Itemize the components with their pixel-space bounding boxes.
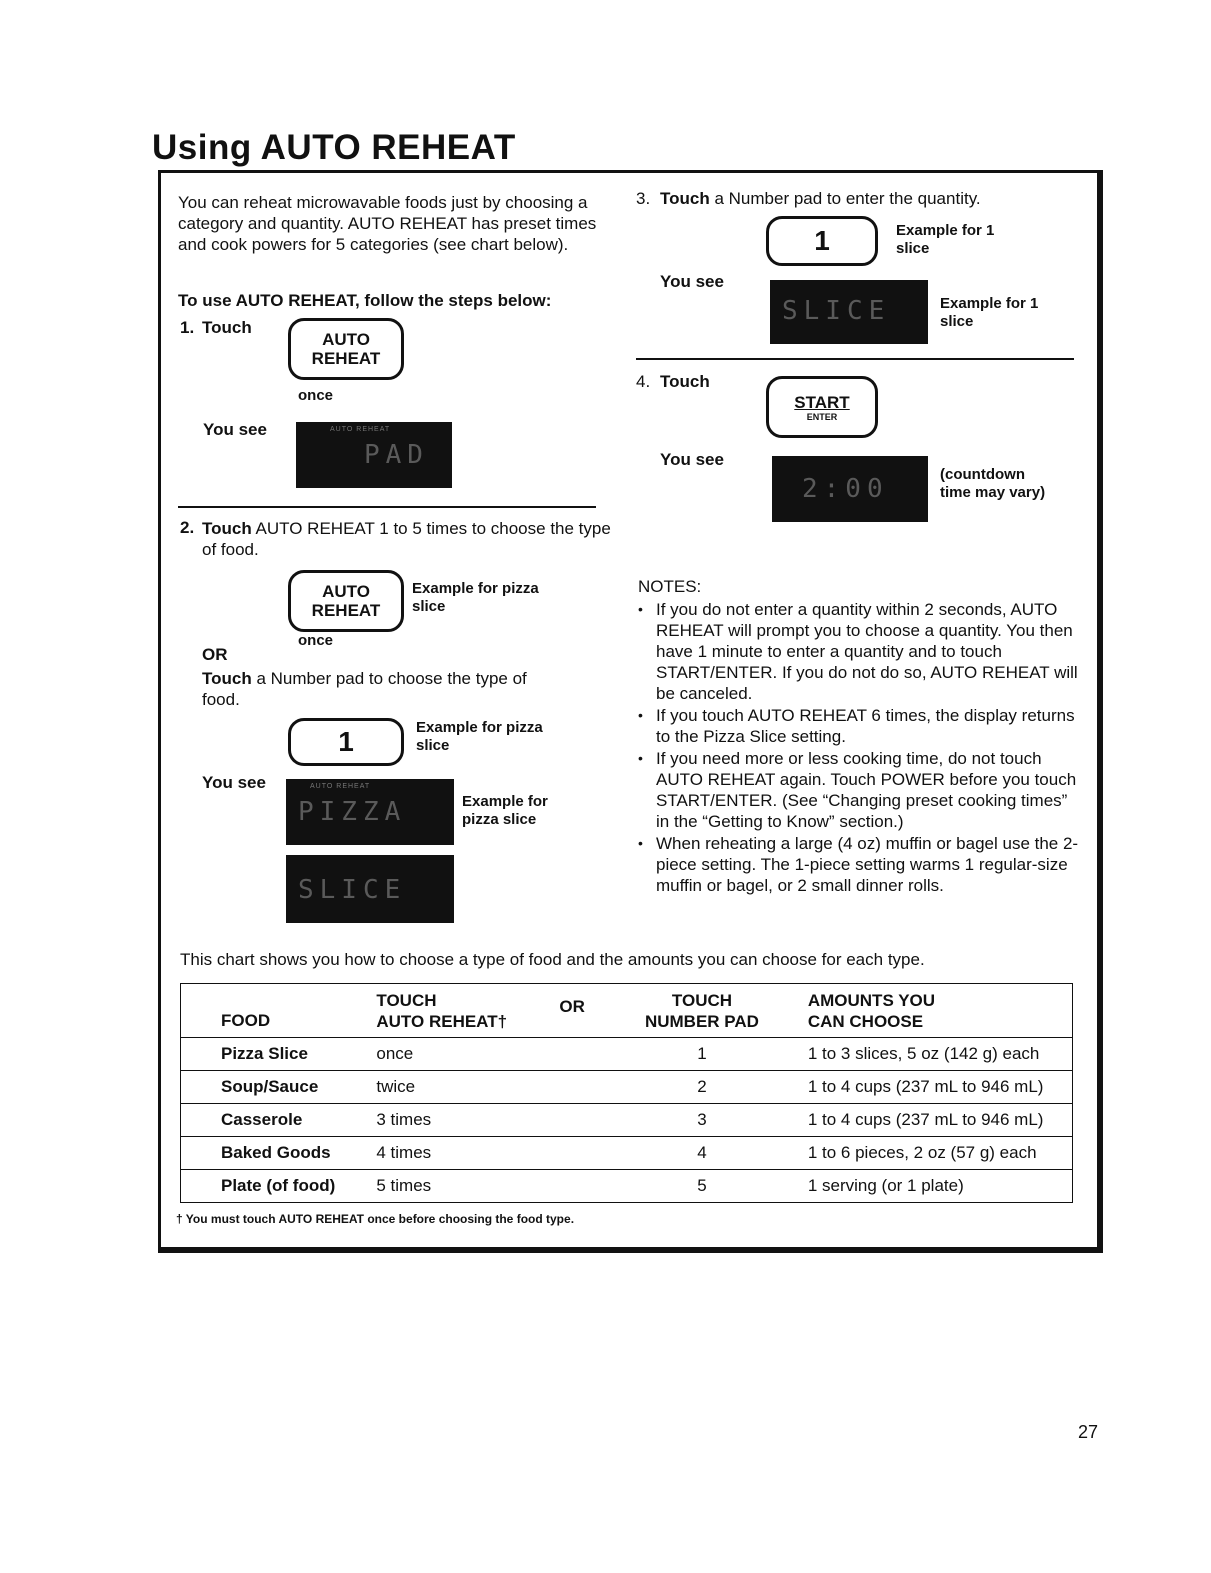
table-row xyxy=(181,1038,1073,1071)
step3-touch: Touch xyxy=(660,189,710,208)
divider xyxy=(636,358,1074,360)
button-label-line2: REHEAT xyxy=(311,601,381,620)
step2-display-pizza xyxy=(286,779,454,845)
amount-cell: 1 to 3 slices, 5 oz (142 g) each xyxy=(792,1038,1073,1071)
header-touch-number-line1: TOUCH xyxy=(671,990,733,1010)
step2-you-see: You see xyxy=(202,773,266,792)
display-readout: SLICE xyxy=(298,875,407,905)
step4-note: (countdown time may vary) xyxy=(940,466,1046,501)
number-label: 1 xyxy=(814,225,830,256)
spacer-cell xyxy=(532,1071,612,1104)
step3-number: 3. xyxy=(636,189,651,208)
step2-example3: Example for pizza slice xyxy=(462,793,548,828)
step1-you-see: You see xyxy=(203,420,267,439)
step4-display xyxy=(772,456,928,522)
number-1-button[interactable] xyxy=(288,718,404,766)
notes-list xyxy=(638,599,1080,897)
header-touch-number-line2: NUMBER PAD xyxy=(644,1011,759,1031)
header-amounts-line1: AMOUNTS YOU xyxy=(807,990,936,1010)
display-readout: PAD xyxy=(364,440,429,470)
step1-display xyxy=(296,422,452,488)
header-or: OR xyxy=(532,984,612,1038)
start-enter-button[interactable] xyxy=(766,376,878,438)
step2-text xyxy=(202,518,622,560)
step2-once: once xyxy=(298,632,334,649)
note-item: • When reheating a large (4 oz) muffin or bagel use the 2-piece setting. The 1-piece setting warms 1 regular-size muffin or bagel, or 2 small dinner rolls. xyxy=(638,833,1080,896)
step3-instruction: a Number pad to enter the quantity. xyxy=(714,189,981,208)
step1-touch: Touch xyxy=(202,318,252,337)
notes-heading: NOTES: xyxy=(638,577,702,596)
step2-number: 2. xyxy=(180,518,195,537)
table-row xyxy=(181,1071,1073,1104)
pad-cell: 2 xyxy=(612,1071,792,1104)
note-item: • If you do not enter a quantity within 2 seconds, AUTO REHEAT will prompt you to choose a quantity. You then have 1 minute to enter a quantity and to touch START/ENTER. If you do not do so, AUTO REHEAT will be canceled. xyxy=(638,599,1080,704)
header-touch-auto-line2: AUTO REHEAT† xyxy=(376,1011,508,1031)
header-touch-auto xyxy=(376,984,532,1038)
note-item: • If you touch AUTO REHEAT 6 times, the display returns to the Pizza Slice setting. xyxy=(638,705,1080,747)
step2-instruction: AUTO REHEAT 1 to 5 times to choose the type of food. xyxy=(202,519,611,559)
button-label-line1: AUTO xyxy=(322,330,370,349)
header-touch-number xyxy=(612,984,792,1038)
spacer-cell xyxy=(532,1038,612,1071)
note-item: • If you need more or less cooking time, do not touch AUTO REHEAT again. Touch POWER before you touch START/ENTER. (See “Changing preset cooking times” in the “Getting to Know” section.) xyxy=(638,748,1080,832)
chart-intro: This chart shows you how to choose a type of food and the amounts you can choose for each type. xyxy=(180,950,925,969)
step3-you-see: You see xyxy=(660,272,724,291)
amount-cell: 1 to 4 cups (237 mL to 946 mL) xyxy=(792,1104,1073,1137)
step3-example: Example for 1 slice xyxy=(896,222,995,257)
step2-alt-text xyxy=(202,668,562,710)
food-cell: Soup/Sauce xyxy=(181,1071,377,1104)
start-label: START xyxy=(794,392,850,412)
display-readout: SLICE xyxy=(782,296,891,326)
food-cell: Casserole xyxy=(181,1104,377,1137)
header-amounts-line2: CAN CHOOSE xyxy=(807,1011,924,1031)
step3-example2: Example for 1 slice xyxy=(940,295,1039,330)
intro-text: You can reheat microwavable foods just by choosing a category and quantity. AUTO REHEAT has preset times and cook powers for 5 categories (see chart below). xyxy=(178,193,597,254)
step3-display xyxy=(770,280,928,344)
spacer-cell xyxy=(532,1170,612,1203)
amount-cell: 1 to 4 cups (237 mL to 946 mL) xyxy=(792,1071,1073,1104)
display-tag: AUTO REHEAT xyxy=(310,783,371,790)
auto-cell: 3 times xyxy=(376,1104,532,1137)
step4-number: 4. xyxy=(636,372,651,391)
step1-once: once xyxy=(298,387,334,404)
enter-label: ENTER xyxy=(806,411,838,422)
page-number: 27 xyxy=(1078,1422,1099,1442)
button-label-line2: REHEAT xyxy=(311,349,381,368)
amount-cell: 1 serving (or 1 plate) xyxy=(792,1170,1073,1203)
step4-touch: Touch xyxy=(660,372,710,391)
button-label-line1: AUTO xyxy=(322,582,370,601)
pad-cell: 5 xyxy=(612,1170,792,1203)
number-label: 1 xyxy=(338,726,354,757)
auto-reheat-table xyxy=(180,983,1073,1203)
step2-example2: Example for pizza slice xyxy=(416,719,543,754)
step2-touch2: Touch xyxy=(202,669,252,688)
step2-display-slice xyxy=(286,855,454,923)
spacer-cell xyxy=(532,1137,612,1170)
auto-cell: 4 times xyxy=(376,1137,532,1170)
pad-cell: 1 xyxy=(612,1038,792,1071)
header-amounts xyxy=(792,984,1073,1038)
pad-cell: 4 xyxy=(612,1137,792,1170)
divider xyxy=(178,506,596,508)
header-touch-auto-line1: TOUCH xyxy=(376,990,437,1010)
step2-or: OR xyxy=(202,645,228,664)
steps-heading: To use AUTO REHEAT, follow the steps below: xyxy=(178,291,552,310)
step2-alt-instruction: a Number pad to choose the type of food. xyxy=(202,669,527,709)
step4-you-see: You see xyxy=(660,450,724,469)
auto-reheat-button[interactable] xyxy=(288,318,404,380)
display-readout: PIZZA xyxy=(298,797,407,827)
auto-cell: 5 times xyxy=(376,1170,532,1203)
auto-cell: twice xyxy=(376,1071,532,1104)
display-readout: 2:00 xyxy=(802,474,889,504)
table-row xyxy=(181,1137,1073,1170)
auto-reheat-button[interactable] xyxy=(288,570,404,632)
page-title: Using AUTO REHEAT xyxy=(152,128,516,167)
table-row xyxy=(181,1104,1073,1137)
step2-touch: Touch xyxy=(202,519,252,538)
food-cell: Baked Goods xyxy=(181,1137,377,1170)
display-tag: AUTO REHEAT xyxy=(330,426,391,433)
table-row xyxy=(181,1170,1073,1203)
food-cell: Plate (of food) xyxy=(181,1170,377,1203)
step3-text-line xyxy=(660,189,1080,209)
amount-cell: 1 to 6 pieces, 2 oz (57 g) each xyxy=(792,1137,1073,1170)
step2-example: Example for pizza slice xyxy=(412,580,539,615)
spacer-cell xyxy=(532,1104,612,1137)
footnote: † You must touch AUTO REHEAT once before choosing the food type. xyxy=(176,1212,575,1226)
food-cell: Pizza Slice xyxy=(181,1038,377,1071)
step1-number: 1. xyxy=(180,318,195,337)
auto-cell: once xyxy=(376,1038,532,1071)
pad-cell: 3 xyxy=(612,1104,792,1137)
number-1-button[interactable] xyxy=(766,216,878,266)
table-header-row xyxy=(181,984,1073,1038)
header-food: FOOD xyxy=(181,984,377,1038)
